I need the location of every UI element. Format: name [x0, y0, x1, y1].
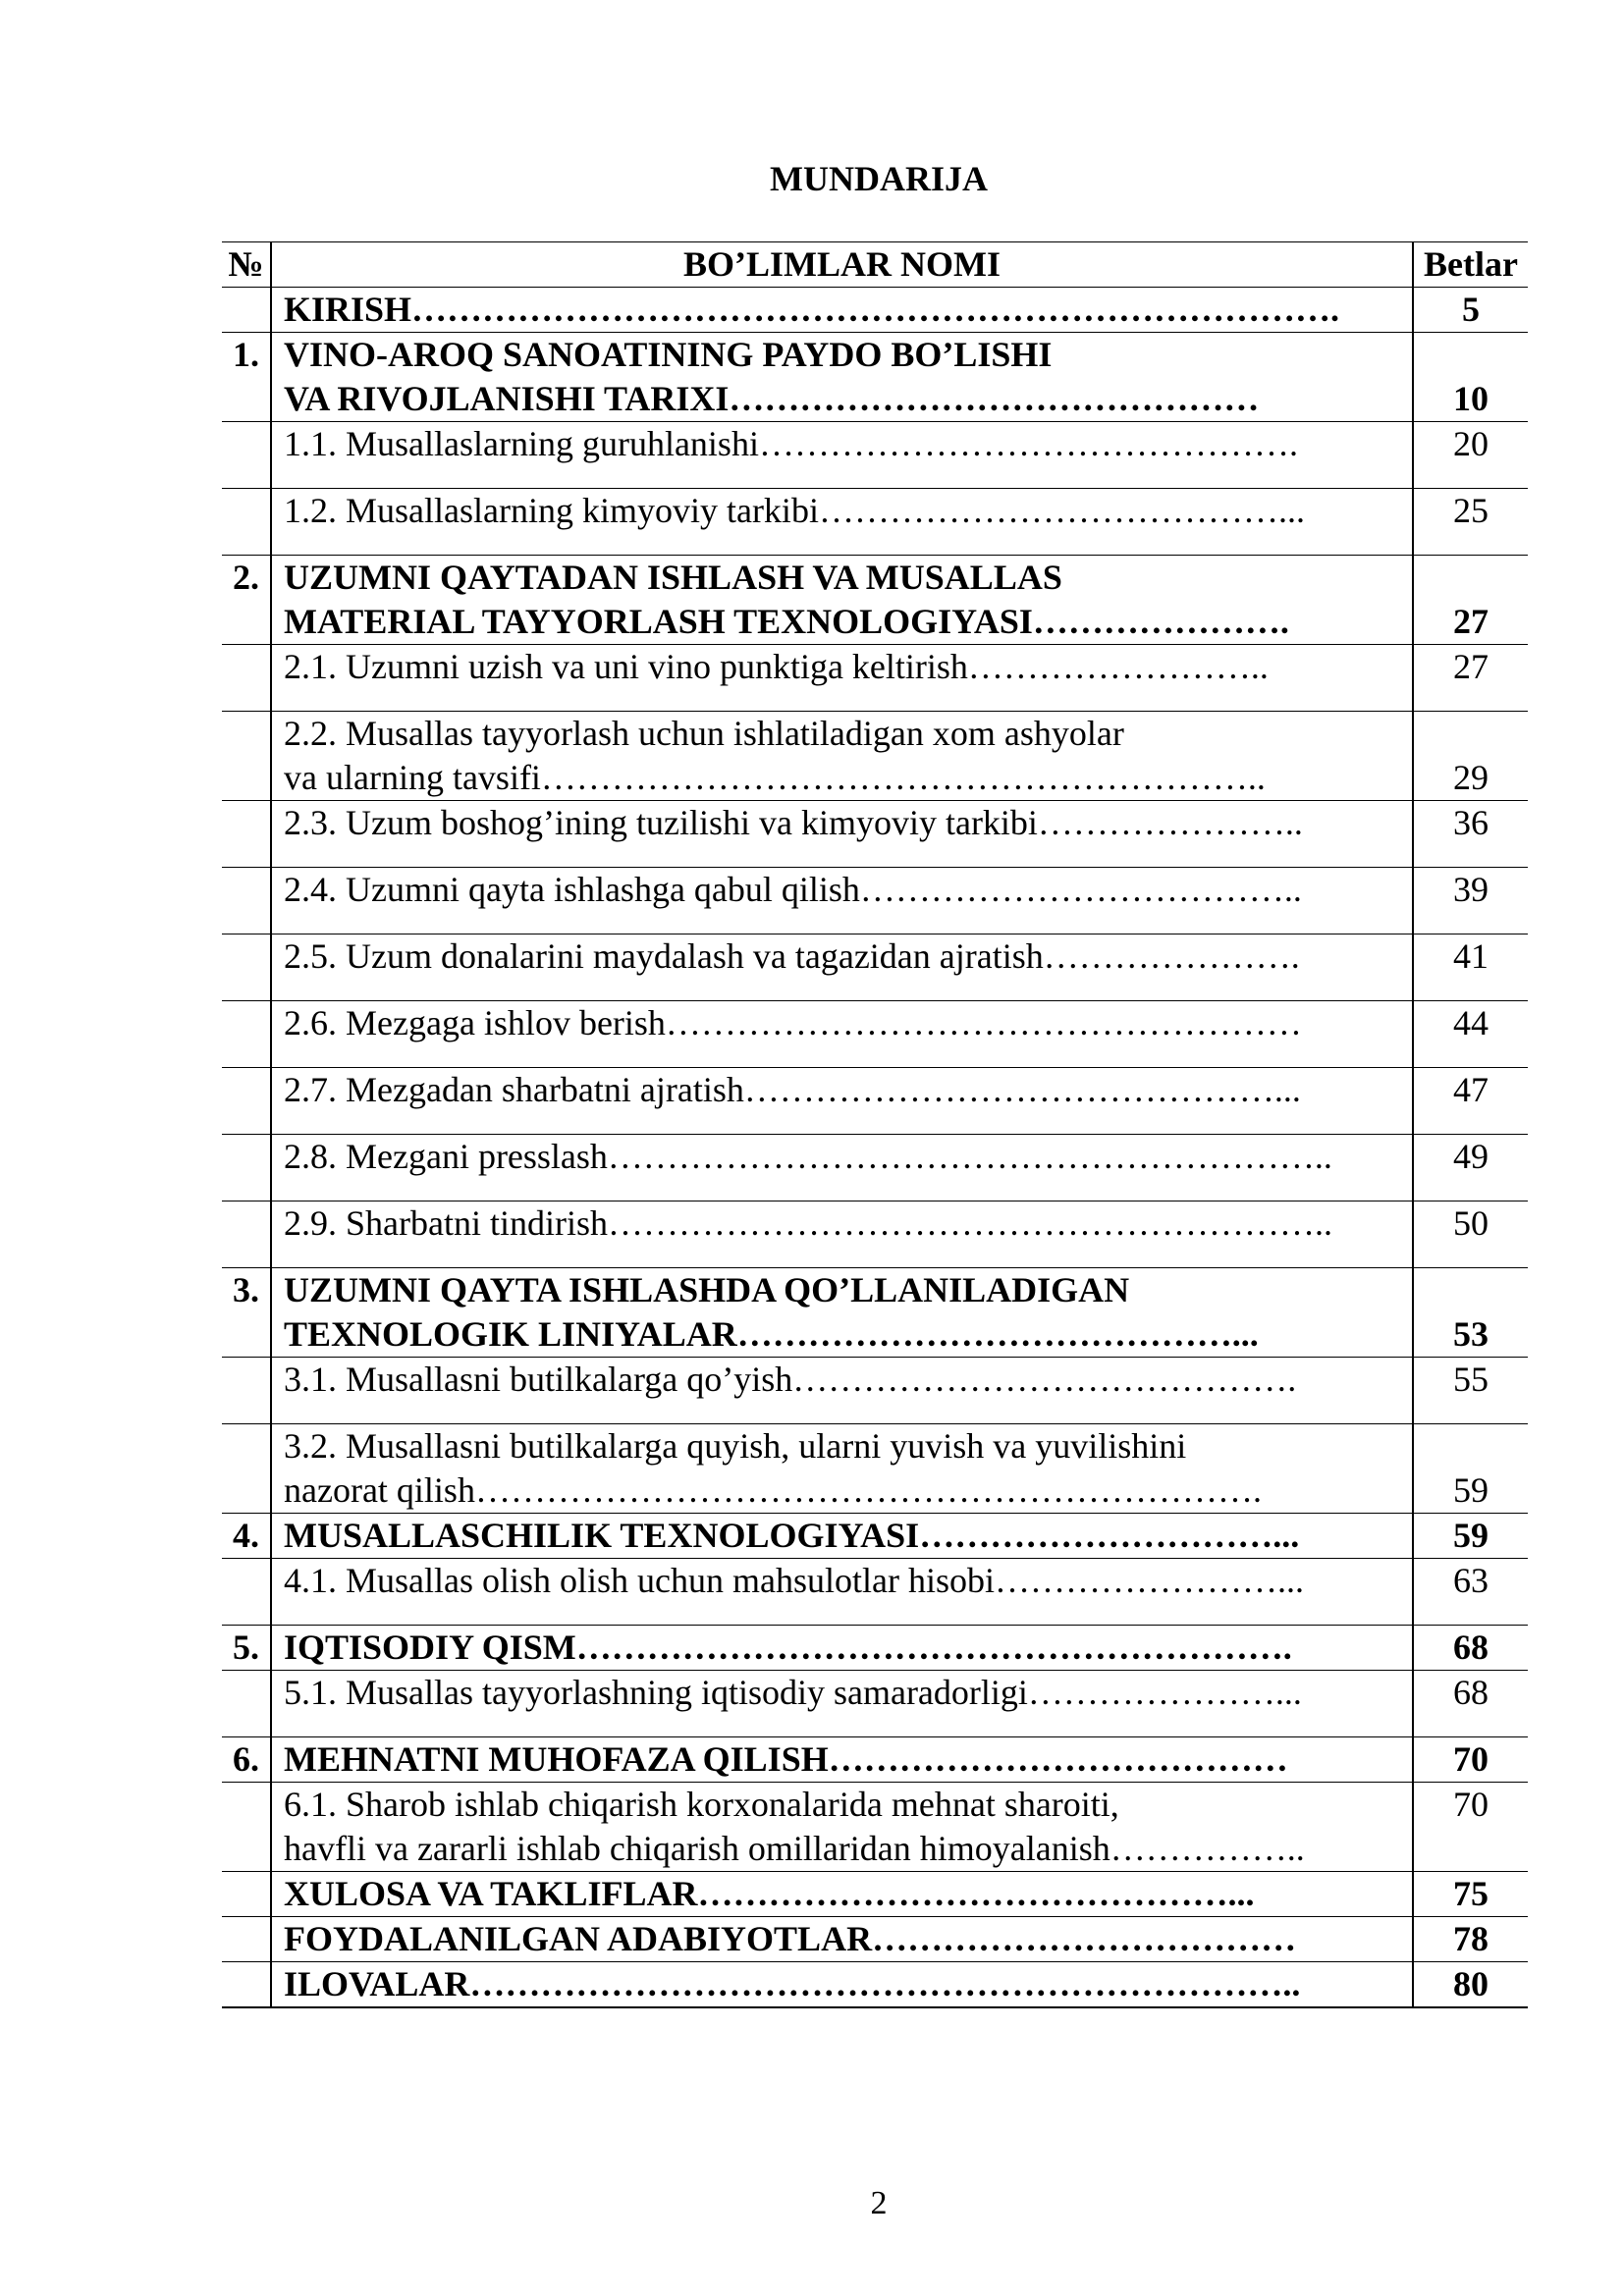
row-num — [222, 1962, 271, 2008]
toc-row[interactable] — [222, 1514, 1528, 1559]
row-num — [222, 1917, 271, 1962]
toc-row[interactable] — [222, 934, 1528, 1001]
row-page: 36 — [1413, 801, 1528, 868]
row-num — [222, 1068, 271, 1135]
row-num — [222, 801, 271, 868]
row-page: 80 — [1413, 1962, 1528, 2008]
toc-row[interactable] — [222, 712, 1528, 801]
row-page: 68 — [1413, 1671, 1528, 1737]
row-page: 41 — [1413, 934, 1528, 1001]
toc-row[interactable] — [222, 1135, 1528, 1201]
row-num — [222, 1001, 271, 1068]
page-number: 2 — [870, 2185, 888, 2221]
toc-row[interactable] — [222, 1358, 1528, 1424]
row-title[interactable] — [271, 712, 1413, 801]
row-title[interactable]: FOYDALANILGAN ADABIYOTLAR……………………………… — [271, 1917, 1413, 1962]
toc-row[interactable] — [222, 801, 1528, 868]
row-title-line: 2.2. Musallas tayyorlash uchun ishlatiladigan xom ashyolar — [284, 714, 1124, 753]
row-num — [222, 712, 271, 801]
row-page: 70 — [1413, 1783, 1528, 1872]
row-title[interactable]: 2.9. Sharbatni tindirish…………………………………………………….. — [271, 1201, 1413, 1268]
row-title[interactable]: 2.7. Mezgadan sharbatni ajratish………………………………………... — [271, 1068, 1413, 1135]
toc-row[interactable] — [222, 288, 1528, 333]
row-num — [222, 645, 271, 712]
row-page: 70 — [1413, 1737, 1528, 1783]
row-page: 25 — [1413, 489, 1528, 556]
row-page: 27 — [1413, 556, 1528, 645]
row-page: 27 — [1413, 645, 1528, 712]
row-title-line: va ularning tavsifi…………………………………………………….. — [284, 758, 1266, 797]
row-page: 29 — [1413, 712, 1528, 801]
row-title[interactable]: 1.1. Musallaslarning guruhlanishi………………………………………. — [271, 422, 1413, 489]
row-title[interactable] — [271, 1783, 1413, 1872]
row-page: 78 — [1413, 1917, 1528, 1962]
row-page: 55 — [1413, 1358, 1528, 1424]
toc-row[interactable] — [222, 1268, 1528, 1358]
toc-header-row — [222, 242, 1528, 288]
row-title[interactable]: 2.1. Uzumni uzish va uni vino punktiga keltirish…………………….. — [271, 645, 1413, 712]
row-title-line: 3.2. Musallasni butilkalarga quyish, ularni yuvish va yuvilishini — [284, 1426, 1187, 1466]
toc-row[interactable] — [222, 1626, 1528, 1671]
row-num: 5. — [222, 1626, 271, 1671]
row-page: 44 — [1413, 1001, 1528, 1068]
row-page: 49 — [1413, 1135, 1528, 1201]
toc-row[interactable] — [222, 1917, 1528, 1962]
row-page: 59 — [1413, 1514, 1528, 1559]
row-title[interactable]: XULOSA VA TAKLIFLAR………………………………………... — [271, 1872, 1413, 1917]
row-title-line: MATERIAL TAYYORLASH TEXNOLOGIYASI…………………. — [284, 602, 1289, 641]
row-page: 53 — [1413, 1268, 1528, 1358]
toc-row[interactable] — [222, 1962, 1528, 2008]
row-title-line: VINO-AROQ SANOATINING PAYDO BO’LISHI — [284, 335, 1053, 374]
row-title[interactable]: 2.6. Mezgaga ishlov berish……………………………………………… — [271, 1001, 1413, 1068]
row-num — [222, 868, 271, 934]
row-title-line: havfli va zararli ishlab chiqarish omillaridan himoyalanish…………….. — [284, 1829, 1305, 1868]
toc-row[interactable] — [222, 868, 1528, 934]
row-num: 3. — [222, 1268, 271, 1358]
toc-row[interactable] — [222, 645, 1528, 712]
toc-row[interactable] — [222, 333, 1528, 422]
toc-row[interactable] — [222, 1671, 1528, 1737]
row-title[interactable]: 2.4. Uzumni qayta ishlashga qabul qilish……………………………….. — [271, 868, 1413, 934]
toc-row[interactable] — [222, 556, 1528, 645]
row-num — [222, 934, 271, 1001]
row-num — [222, 422, 271, 489]
toc-row[interactable] — [222, 1559, 1528, 1626]
row-num — [222, 288, 271, 333]
row-num — [222, 1559, 271, 1626]
row-page: 47 — [1413, 1068, 1528, 1135]
row-num: 6. — [222, 1737, 271, 1783]
row-page: 5 — [1413, 288, 1528, 333]
toc-row[interactable] — [222, 1001, 1528, 1068]
row-title[interactable]: 3.1. Musallasni butilkalarga qo’yish……………………………………. — [271, 1358, 1413, 1424]
header-page: Betlar — [1413, 242, 1528, 288]
toc-row[interactable] — [222, 1872, 1528, 1917]
header-title: BO’LIMLAR NOMI — [271, 242, 1413, 288]
row-page: 68 — [1413, 1626, 1528, 1671]
page-title: MUNDARIJA — [770, 159, 988, 198]
row-page: 50 — [1413, 1201, 1528, 1268]
header-num: № — [222, 242, 271, 288]
row-title-line: UZUMNI QAYTA ISHLASHDA QO’LLANILADIGAN — [284, 1270, 1130, 1309]
row-num: 1. — [222, 333, 271, 422]
row-page: 63 — [1413, 1559, 1528, 1626]
toc-row[interactable] — [222, 422, 1528, 489]
row-page: 75 — [1413, 1872, 1528, 1917]
row-title-line: VA RIVOJLANISHI TARIXI……………………………………… — [284, 379, 1260, 418]
row-title[interactable] — [271, 1424, 1413, 1514]
row-title-line: UZUMNI QAYTADAN ISHLASH VA MUSALLAS — [284, 558, 1062, 597]
row-num — [222, 1201, 271, 1268]
row-title[interactable]: 5.1. Musallas tayyorlashning iqtisodiy samaradorligi…………………... — [271, 1671, 1413, 1737]
row-title-line: 6.1. Sharob ishlab chiqarish korxonalarida mehnat sharoiti, — [284, 1785, 1119, 1824]
toc-row[interactable] — [222, 1201, 1528, 1268]
row-num — [222, 1358, 271, 1424]
row-page: 10 — [1413, 333, 1528, 422]
row-title[interactable]: 4.1. Musallas olish olish uchun mahsulotlar hisobi……………………... — [271, 1559, 1413, 1626]
toc-table — [222, 241, 1528, 2008]
row-title[interactable]: 1.2. Musallaslarning kimyoviy tarkibi…………………………………... — [271, 489, 1413, 556]
row-title-line: nazorat qilish…………………………………………………………. — [284, 1470, 1262, 1510]
row-title-line: TEXNOLOGIK LINIYALAR……………………………………... — [284, 1314, 1259, 1354]
row-title[interactable] — [271, 556, 1413, 645]
row-num — [222, 1783, 271, 1872]
toc-row[interactable] — [222, 489, 1528, 556]
row-num — [222, 1872, 271, 1917]
row-num — [222, 1135, 271, 1201]
row-num — [222, 489, 271, 556]
row-title[interactable]: 2.5. Uzum donalarini maydalash va tagazidan ajratish…………………. — [271, 934, 1413, 1001]
row-title[interactable]: MEHNATNI MUHOFAZA QILISH………………………………… — [271, 1737, 1413, 1783]
toc-row[interactable] — [222, 1068, 1528, 1135]
row-title[interactable] — [271, 333, 1413, 422]
row-page: 59 — [1413, 1424, 1528, 1514]
row-num: 4. — [222, 1514, 271, 1559]
toc-row[interactable] — [222, 1424, 1528, 1514]
row-num — [222, 1671, 271, 1737]
row-num — [222, 1424, 271, 1514]
toc-row[interactable] — [222, 1783, 1528, 1872]
row-title[interactable]: KIRISH……………………………………………………………………. — [271, 288, 1413, 333]
row-title[interactable]: 2.8. Mezgani presslash…………………………………………………….. — [271, 1135, 1413, 1201]
row-title[interactable]: ILOVALAR…………………………………………………………….. — [271, 1962, 1413, 2008]
row-page: 39 — [1413, 868, 1528, 934]
toc-row[interactable] — [222, 1737, 1528, 1783]
row-num: 2. — [222, 556, 271, 645]
row-page: 20 — [1413, 422, 1528, 489]
row-title[interactable] — [271, 1268, 1413, 1358]
row-title[interactable]: 2.3. Uzum boshog’ining tuzilishi va kimyoviy tarkibi………………….. — [271, 801, 1413, 868]
row-title[interactable]: IQTISODIY QISM……………………………………………………. — [271, 1626, 1413, 1671]
row-title[interactable]: MUSALLASCHILIK TEXNOLOGIYASI…………………………... — [271, 1514, 1413, 1559]
